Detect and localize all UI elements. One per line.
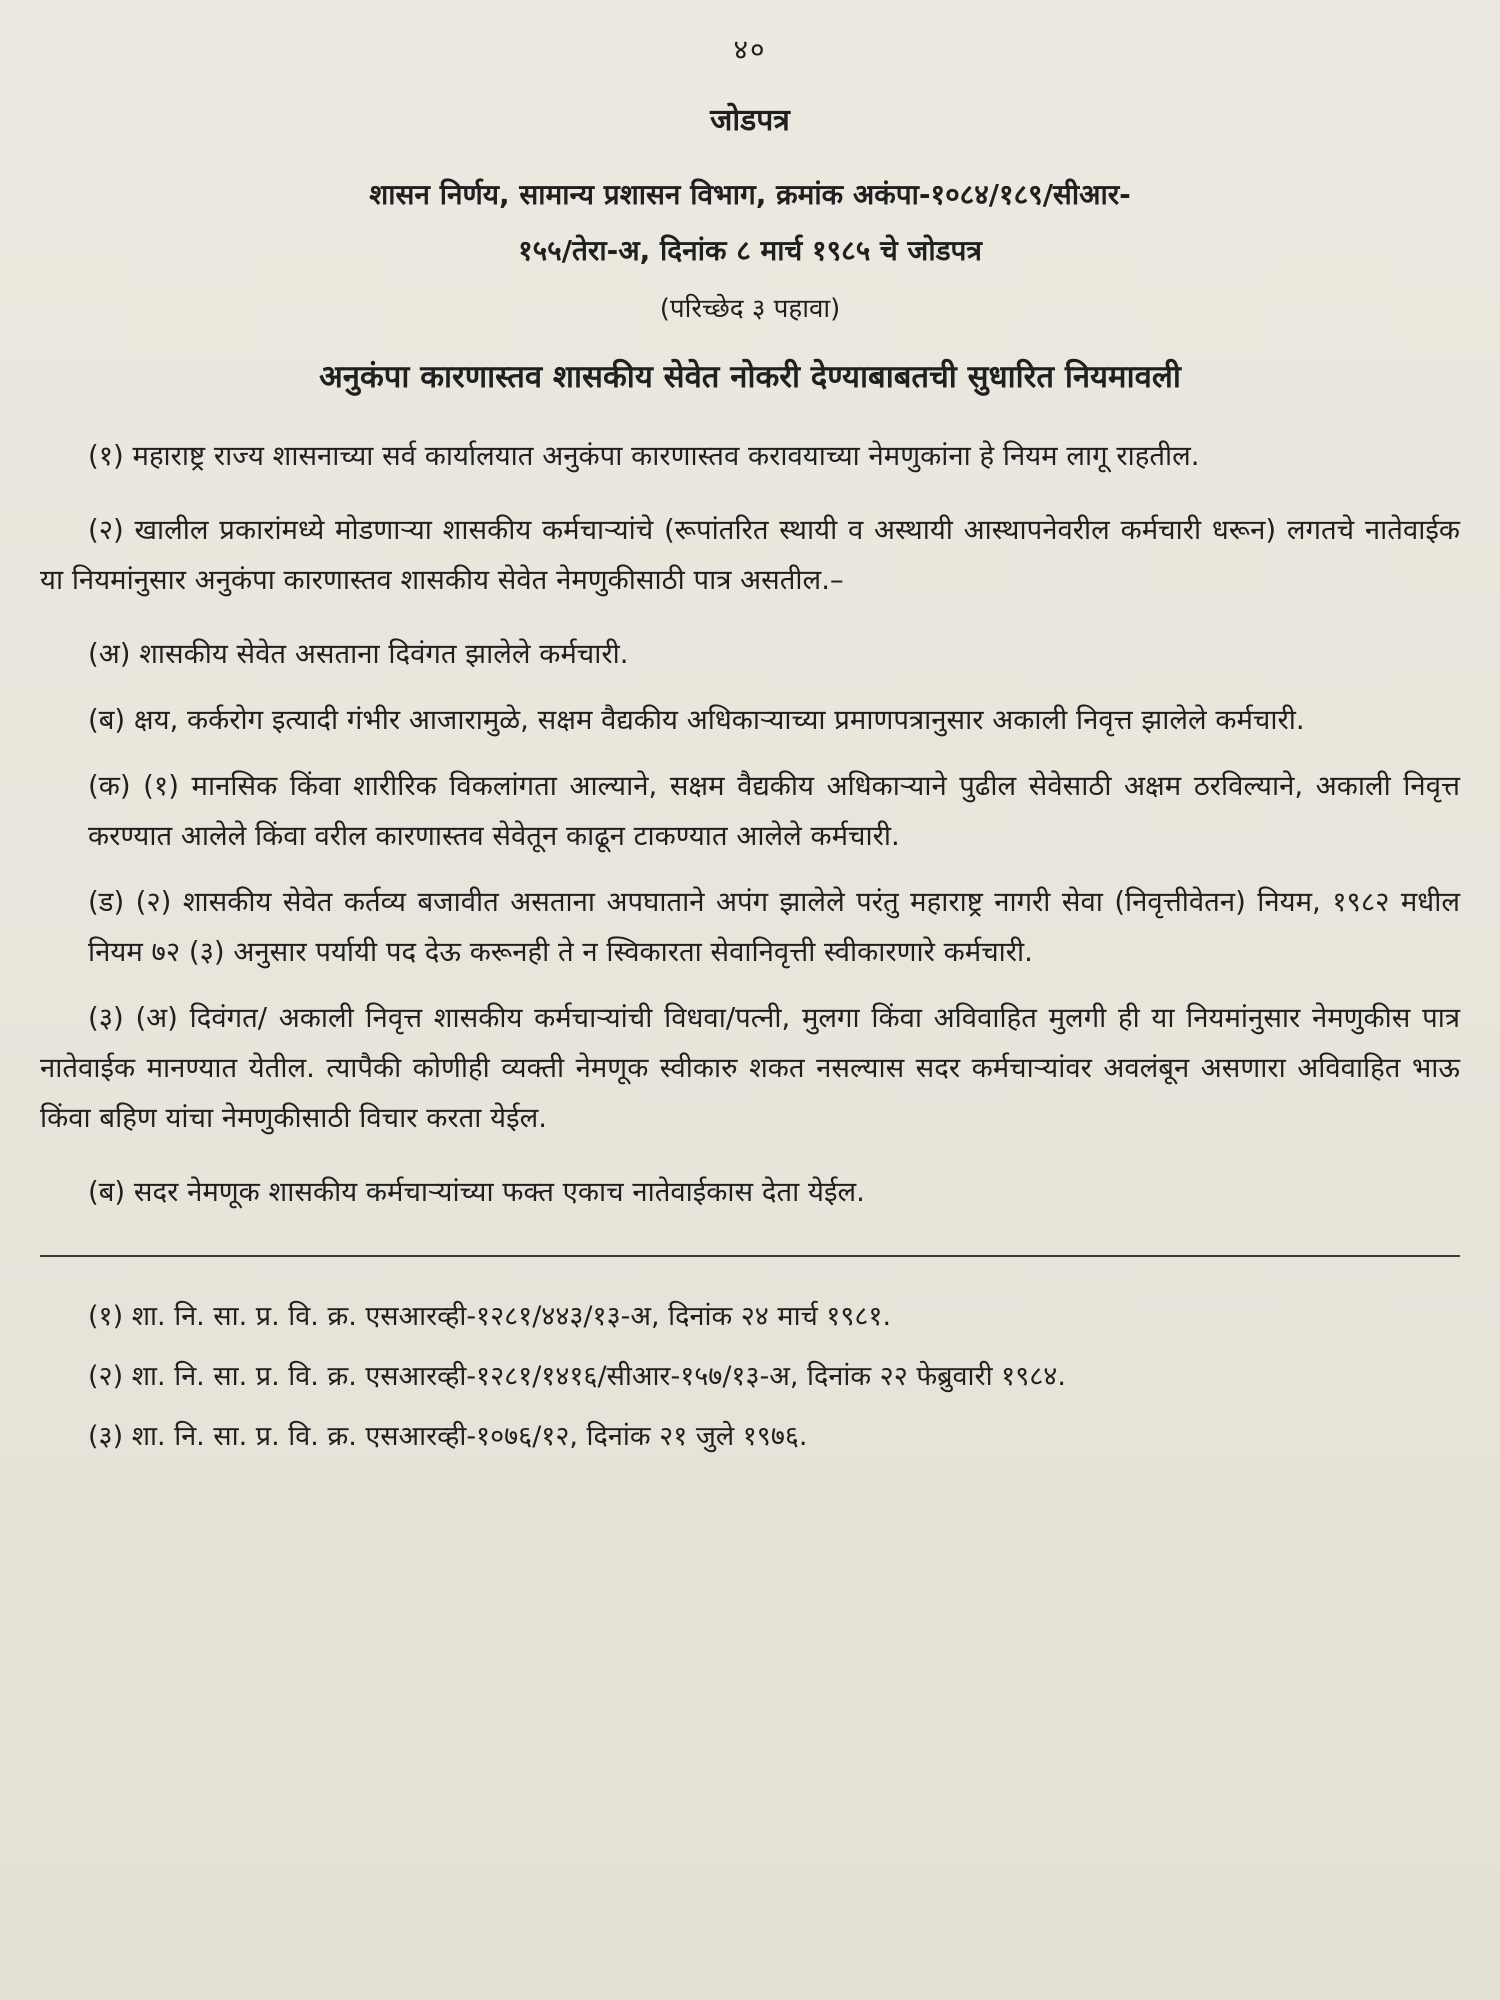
document-subtitle — [40, 167, 1460, 279]
rule-2-b: (ब) क्षय, कर्करोग इत्यादी गंभीर आजारामुळे, सक्षम वैद्यकीय अधिकाऱ्याच्या प्रमाणपत्रानुसार अकाली निवृत्त झालेले कर्मचारी. — [88, 704, 1305, 736]
subtitle-line-2: १५५/तेरा-अ, दिनांक ८ मार्च १९८५ चे जोडपत्र — [518, 234, 982, 267]
rule-1: (१) महाराष्ट्र राज्य शासनाच्या सर्व कार्यालयात अनुकंपा कारणास्तव करावयाच्या नेमणुकांना हे नियम लागू राहतील. — [88, 440, 1200, 472]
rule-2-k: (क) (१) मानसिक किंवा शारीरिक विकलांगता आल्याने, सक्षम वैद्यकीय अधिकाऱ्याने पुढील सेवेसाठी अक्षम ठरविल्याने, अकाली निवृत्त करण्यात आलेले किंवा वरील कारणास्तव सेवेतून काढून टाकण्यात आलेले कर्मचारी. — [88, 770, 1460, 852]
footnote-3: (३) शा. नि. सा. प्र. वि. क्र. एसआरव्ही-१०७६/१२, दिनांक २१ जुले १९७६. — [88, 1421, 808, 1452]
rule-3-a: (३) (अ) दिवंगत/ अकाली निवृत्त शासकीय कर्मचाऱ्यांची विधवा/पत्नी, मुलगा किंवा अविवाहित मुलगी ही या नियमांनुसार नेमणुकीस पात्र नातेवाईक मानण्यात येतील. त्यापैकी कोणीही व्यक्ती नेमणूक स्वीकारु शकत नसल्यास सदर कर्मचाऱ्यांवर अवलंबून असणारा अविवाहित भाऊ किंवा बहिण यांचा नेमणुकीसाठी विचार करता येईल. — [40, 1002, 1460, 1134]
page-number: ४० — [733, 33, 767, 66]
footnote-2: (२) शा. नि. सा. प्र. वि. क्र. एसआरव्ही-१२८१/१४१६/सीआर-१५७/१३-अ, दिनांक २२ फेब्रुवारी १९८४. — [88, 1361, 1066, 1392]
rule-3-b: (ब) सदर नेमणूक शासकीय कर्मचाऱ्यांच्या फक्त एकाच नातेवाईकास देता येईल. — [88, 1176, 865, 1208]
footnote-divider — [40, 1255, 1460, 1257]
subtitle-line-1: शासन निर्णय, सामान्य प्रशासन विभाग, क्रमांक अकंपा-१०८४/१८९/सीआर- — [369, 178, 1131, 211]
footnote-1: (१) शा. नि. सा. प्र. वि. क्र. एसआरव्ही-१२८१/४४३/१३-अ, दिनांक २४ मार्च १९८१. — [88, 1301, 892, 1332]
rule-2-d: (ड) (२) शासकीय सेवेत कर्तव्य बजावीत असताना अपघाताने अपंग झालेले परंतु महाराष्ट्र नागरी सेवा (निवृत्तीवेतन) नियम, १९८२ मधील नियम ७२ (३) अनुसार पर्यायी पद देऊ करूनही ते न स्विकारता सेवानिवृत्ती स्वीकारणारे कर्मचारी. — [88, 886, 1460, 968]
section-heading: अनुकंपा कारणास्तव शासकीय सेवेत नोकरी देण्याबाबतची सुधारित नियमावली — [319, 359, 1181, 395]
rule-2: (२) खालील प्रकारांमध्ये मोडणाऱ्या शासकीय कर्मचाऱ्यांचे (रूपांतरित स्थायी व अस्थायी आस्थापनेवरील कर्मचारी धरून) लगतचे नातेवाईक या नियमांनुसार अनुकंपा कारणास्तव शासकीय सेवेत नेमणुकीसाठी पात्र असतील.– — [40, 514, 1460, 596]
document-title: जोडपत्र — [710, 103, 790, 138]
rule-2-a: (अ) शासकीय सेवेत असताना दिवंगत झालेले कर्मचारी. — [88, 638, 629, 670]
paragraph-reference-note: (परिच्छेद ३ पहावा) — [659, 294, 841, 324]
